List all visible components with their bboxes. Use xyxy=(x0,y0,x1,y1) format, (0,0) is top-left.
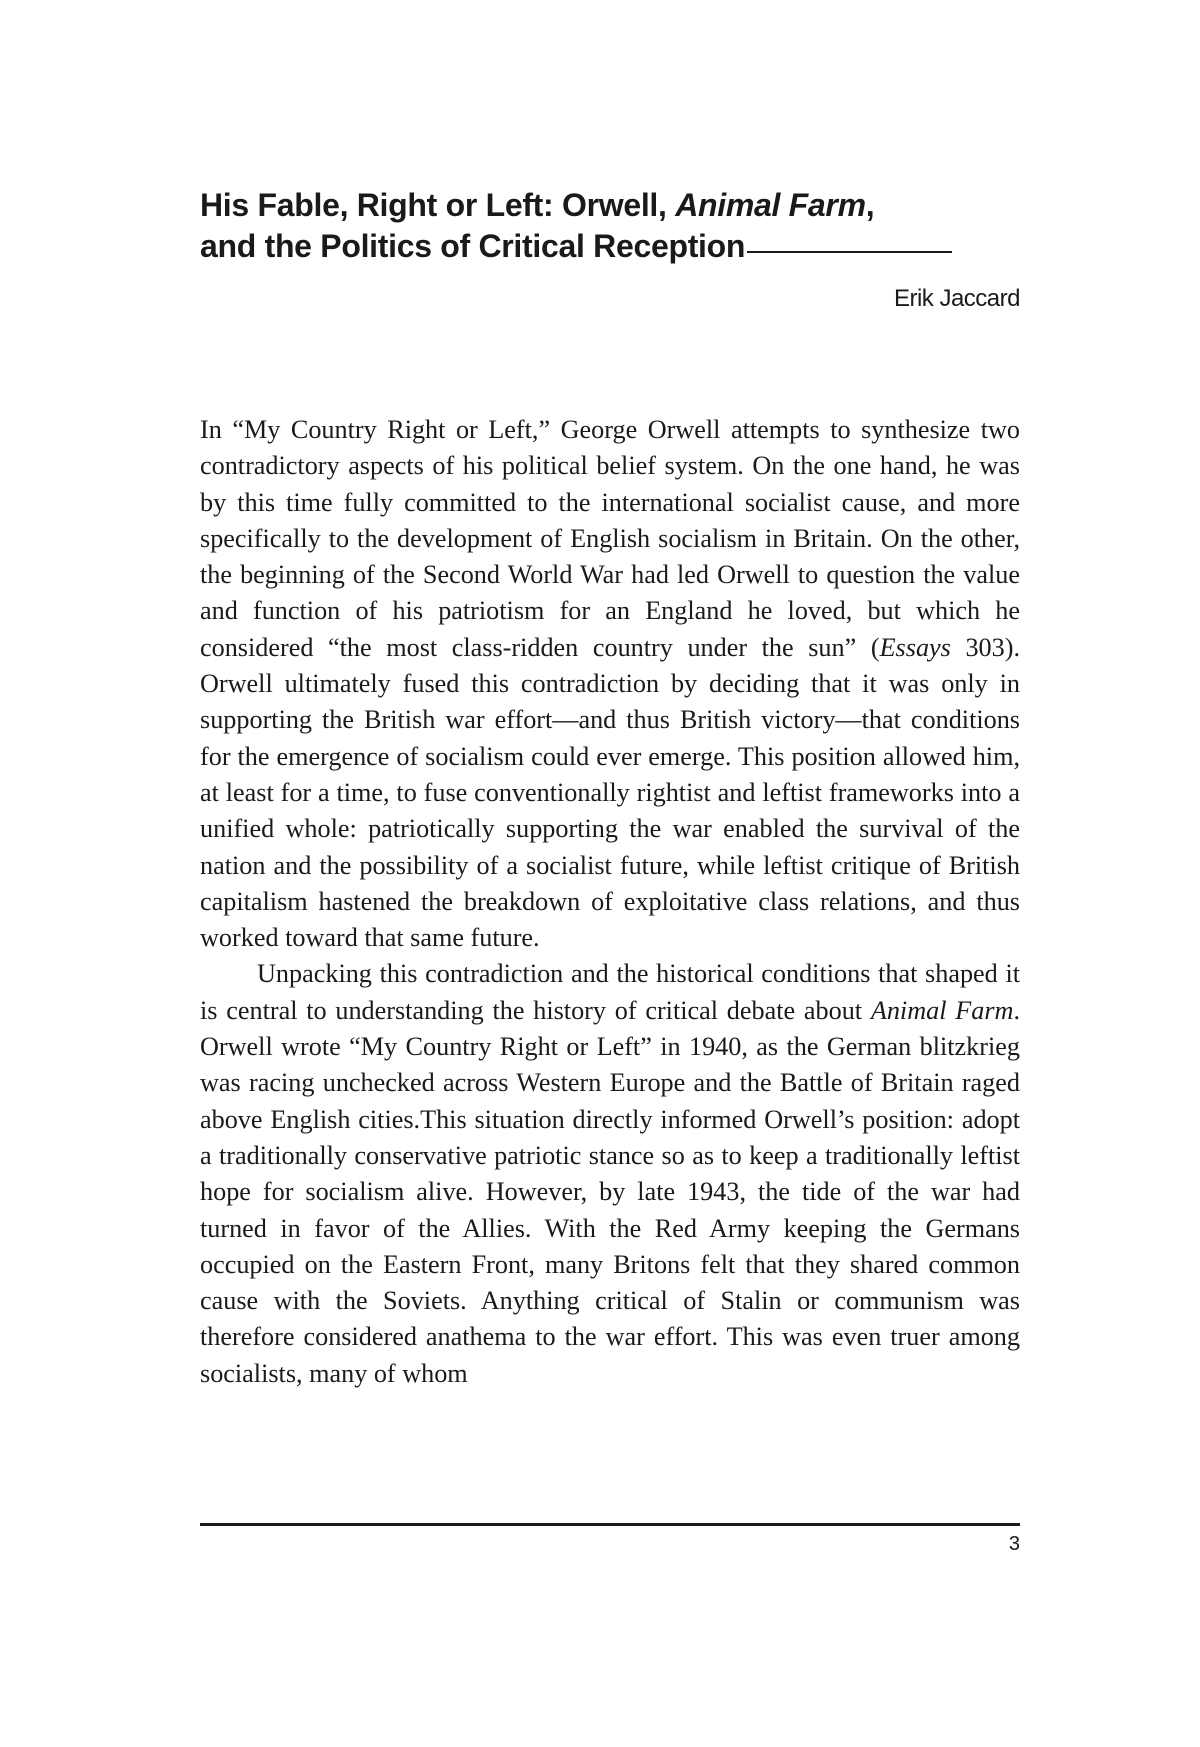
title-line1-prefix: His Fable, Right or Left: Orwell, xyxy=(200,187,676,223)
paragraph-2-text: Unpacking this contradiction and the historical conditions that shaped it is central to understanding the history of critical debate about xyxy=(200,959,1020,1025)
title-line1-italic: Animal Farm xyxy=(675,187,866,223)
paragraph-1-rest: 303). Orwell ultimately fused this contradiction by deciding that it was only in supporting the British war effort—and thus British victory—that conditions for the emergence of socialism could ever emerge. This position allowed him, at least for a time, to fuse conventionally rightist and leftist frameworks into a unified whole: patriotically supporting the war enabled the survival of the nation and the possibility of a socialist future, while leftist critique of British capitalism hastened the breakdown of exploitative class relations, and thus worked toward that same future. xyxy=(200,632,1020,953)
paragraph-1-text: In “My Country Right or Left,” George Orwell attempts to synthesize two contradictory aspects of his political belief system. On the one hand, he was by this time fully committed to the international socialist cause, and more specifically to the development of English socialism in Britain. On the other, the beginning of the Second World War had led Orwell to question the value and function of his patriotism for an England he loved, but which he considered “the most class-ridden country under the sun” ( xyxy=(200,415,1020,662)
paragraph-2-italic: Animal Farm xyxy=(870,995,1014,1025)
article-page xyxy=(200,185,1020,1388)
paragraph-1-italic: Essays xyxy=(879,632,951,662)
title-line2: and the Politics of Critical Reception xyxy=(200,228,746,264)
paragraph-1 xyxy=(200,412,1020,956)
paragraph-2-rest: . Orwell wrote “My Country Right or Left” in 1940, as the German blitzkrieg was racing unchecked across Western Europe and the Battle of Britain raged above English cities.This situation directly informed Orwell’s position: adopt a traditionally conservative patriotic stance so as to keep a traditionally leftist hope for socialism alive. However, by late 1943, the tide of the war had turned in favor of the Allies. With the Red Army keeping the Germans occupied on the Eastern Front, many Britons felt that they shared common cause with the Soviets. Anything critical of Stalin or communism was therefore considered anathema to the war effort. This was even truer among socialists, many of whom xyxy=(200,995,1020,1388)
page-number: 3 xyxy=(1008,1533,1020,1555)
title-line1-suffix: , xyxy=(865,187,875,223)
footer-rule xyxy=(200,1523,1020,1526)
paragraph-2 xyxy=(200,956,1020,1392)
author-name: Erik Jaccard xyxy=(893,285,1020,312)
article-body xyxy=(200,412,1020,1392)
article-title xyxy=(200,185,1020,267)
title-rule xyxy=(747,251,952,253)
